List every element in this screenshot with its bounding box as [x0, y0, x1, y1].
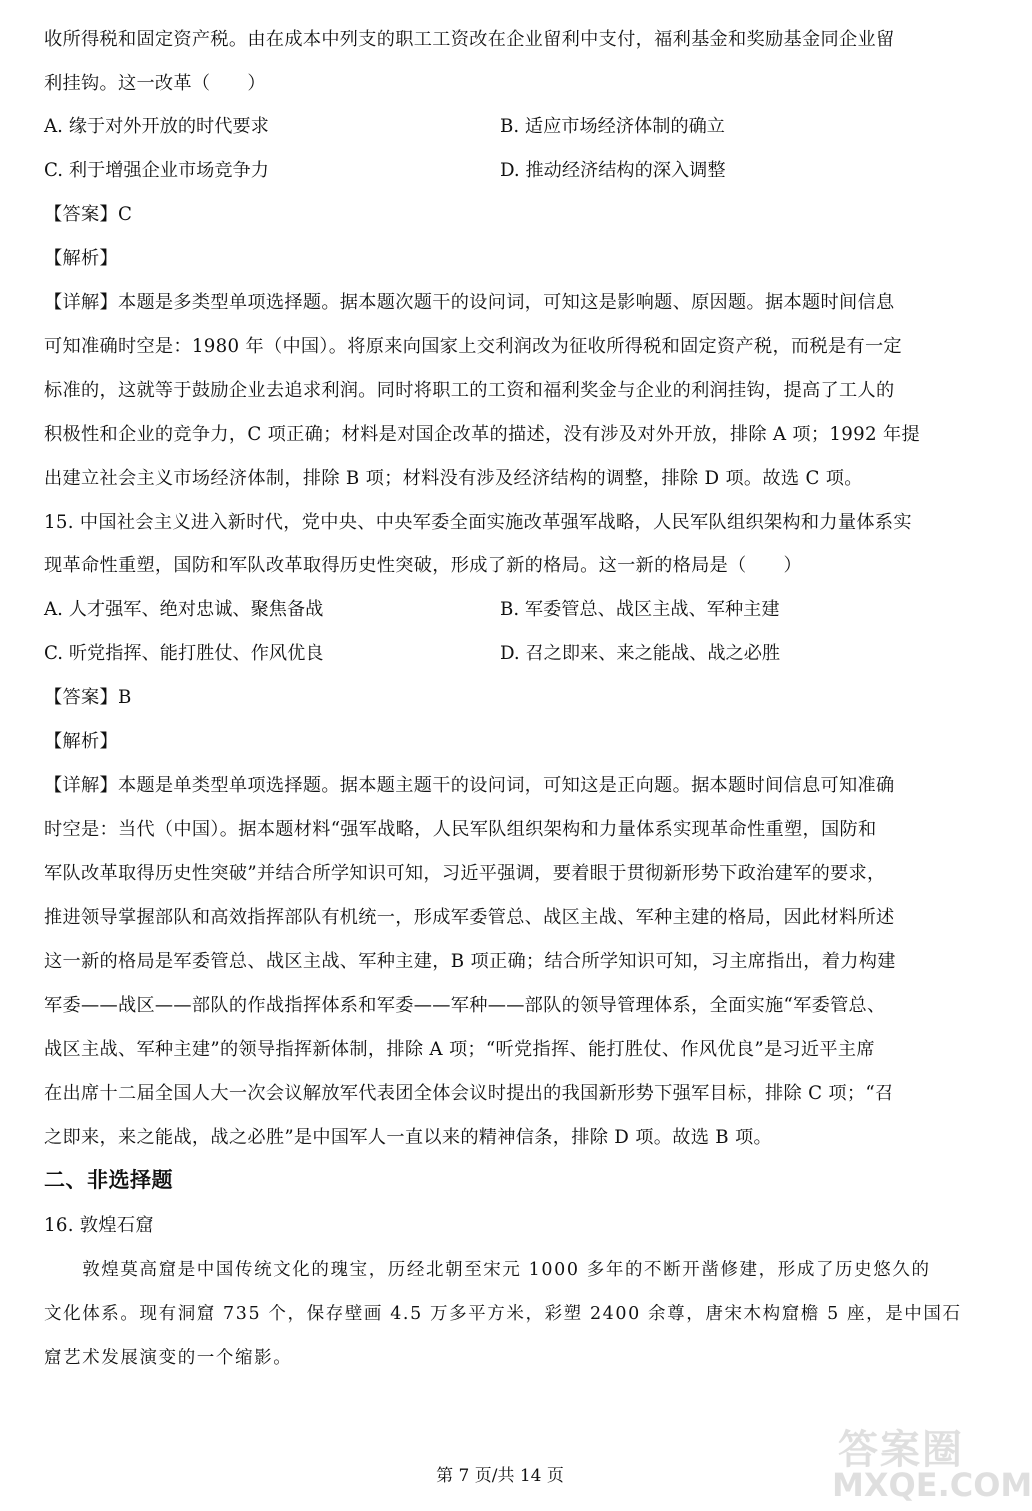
q15-detail-line-2: 时空是：当代（中国）。据本题材料“强军战略，人民军队组织架构和力量体系实现革命性重塑，国防和	[44, 819, 877, 840]
q14-detail-line-2: 可知准确时空是：1980 年（中国）。将原来向国家上交利润改为征收所得税和固定资产税，而税是有一定	[44, 336, 902, 357]
watermark-text-en: MXQE.COM	[832, 1466, 1032, 1504]
q15-detail-line-5: 这一新的格局是军委管总、战区主战、军种主建，B 项正确；结合所学知识可知，习主席指出，着力构建	[44, 951, 896, 972]
watermark-text-cn: 答案圈	[838, 1426, 964, 1473]
q14-analysis-heading: 【解析】	[44, 248, 118, 269]
q15-analysis-heading: 【解析】	[44, 731, 118, 752]
q14-option-a: A. 缘于对外开放的时代要求	[44, 116, 269, 137]
watermark-logo	[826, 1418, 1032, 1506]
q15-detail-line-7: 战区主战、军种主建”的领导指挥新体制，排除 A 项；“听党指挥、能打胜仗、作风优良”是习近平主席	[44, 1039, 875, 1060]
q14-stem-line-1: 收所得税和固定资产税。由在成本中列支的职工工资改在企业留利中支付，福利基金和奖励基金同企业留	[44, 29, 895, 50]
q14-option-c: C. 利于增强企业市场竞争力	[44, 160, 269, 181]
q15-detail-line-3: 军队改革取得历史性突破”并结合所学知识可知，习近平强调，要着眼于贯彻新形势下政治建军的要求，	[44, 863, 886, 884]
q14-detail-line-5: 出建立社会主义市场经济体制，排除 B 项；材料没有涉及经济结构的调整，排除 D 项。故选 C 项。	[44, 468, 863, 489]
q16-material-line-1: 敦煌莫高窟是中国传统文化的瑰宝，历经北朝至宋元 1000 多年的不断开凿修建，形成了历史悠久的	[44, 1260, 931, 1280]
q16-title: 16. 敦煌石窟	[44, 1215, 154, 1236]
q15-option-d: D. 召之即来、来之能战、战之必胜	[500, 643, 781, 664]
q15-option-b: B. 军委管总、战区主战、军种主建	[500, 599, 780, 620]
section-heading: 二、非选择题	[44, 1167, 173, 1192]
q14-detail-line-1: 【详解】本题是多类型单项选择题。据本题次题干的设问词，可知这是影响题、原因题。据本题时间信息	[44, 292, 895, 313]
q15-option-a: A. 人才强军、绝对忠诚、聚焦备战	[44, 599, 324, 620]
q15-detail-line-4: 推进领导掌握部队和高效指挥部队有机统一，形成军委管总、战区主战、军种主建的格局，因此材料所述	[44, 907, 895, 928]
q15-option-c: C. 听党指挥、能打胜仗、作风优良	[44, 643, 324, 664]
q15-answer: 【答案】B	[44, 687, 132, 708]
q15-detail-line-8: 在出席十二届全国人大一次会议解放军代表团全体会议时提出的我国新形势下强军目标，排除 C 项；“召	[44, 1083, 894, 1104]
q15-detail-line-6: 军委——战区——部队的作战指挥体系和军委——军种——部队的领导管理体系，全面实施“军委管总、	[44, 995, 886, 1016]
q14-detail-line-4: 积极性和企业的竞争力，C 项正确；材料是对国企改革的描述，没有涉及对外开放，排除 A 项；1992 年提	[44, 424, 920, 445]
q16-material-line-2: 文化体系。现有洞窟 735 个，保存壁画 4.5 万多平方米，彩塑 2400 余尊，唐宋木构窟檐 5 座，是中国石	[44, 1304, 962, 1324]
q14-option-d: D. 推动经济结构的深入调整	[500, 160, 726, 181]
q15-detail-line-9: 之即来，来之能战，战之必胜”是中国军人一直以来的精神信条，排除 D 项。故选 B 项。	[44, 1127, 773, 1148]
q16-material-line-3: 窟艺术发展演变的一个缩影。	[44, 1348, 293, 1368]
q14-option-b: B. 适应市场经济体制的确立	[500, 116, 725, 137]
q14-answer: 【答案】C	[44, 204, 133, 225]
q15-detail-line-1: 【详解】本题是单类型单项选择题。据本题主题干的设问词，可知这是正向题。据本题时间信息可知准确	[44, 775, 895, 796]
page-number: 第 7 页/共 14 页	[436, 1466, 564, 1486]
q15-stem-line-1: 15. 中国社会主义进入新时代，党中央、中央军委全面实施改革强军战略，人民军队组织架构和力量体系实	[44, 512, 912, 533]
q15-stem-line-2: 现革命性重塑，国防和军队改革取得历史性突破，形成了新的格局。这一新的格局是（ ）	[44, 555, 802, 576]
q14-stem-line-2: 利挂钩。这一改革（ ）	[44, 73, 266, 94]
q14-detail-line-3: 标准的，这就等于鼓励企业去追求利润。同时将职工的工资和福利奖金与企业的利润挂钩，提高了工人的	[44, 380, 895, 401]
